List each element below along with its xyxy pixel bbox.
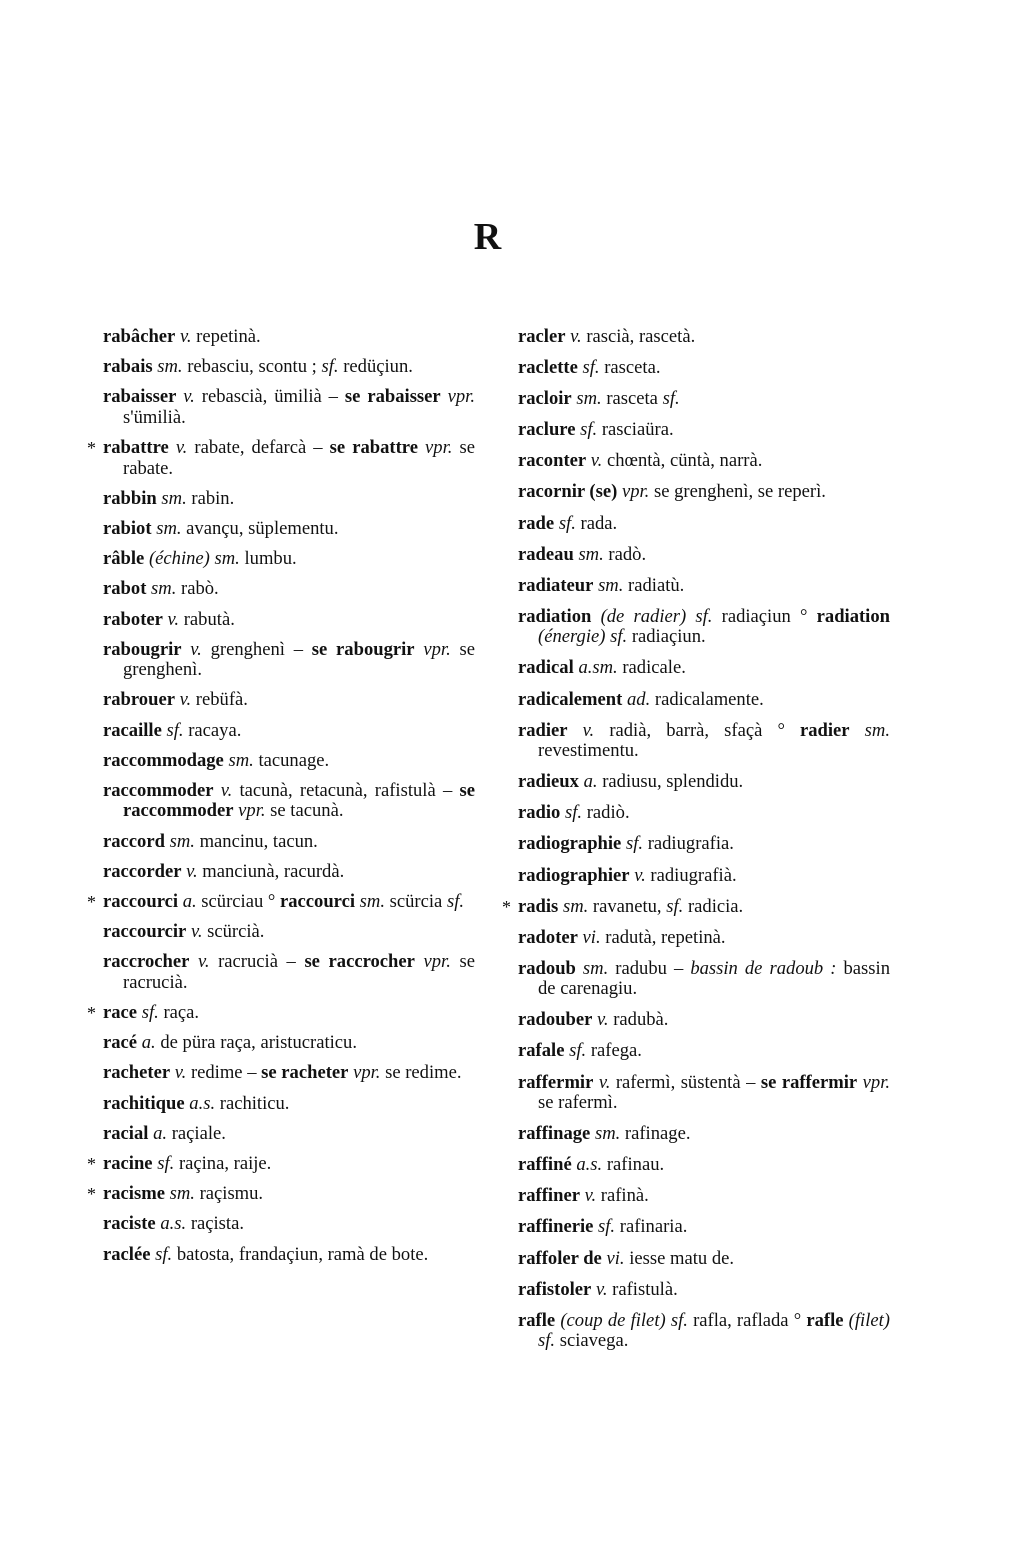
dictionary-entry [103,781,475,822]
grammar-label: sf. [321,356,339,378]
grammar-label: sf. [446,891,465,912]
definition-text: radiugrafià. [650,864,737,886]
headword: raffoler de [518,1247,602,1269]
definition-text: radubu – [615,957,684,979]
definition-text: manciunà, racurdà. [202,860,345,882]
definition-text: rebascià, ümilià – [201,386,338,408]
definition-text: radiaçiun ° [721,605,808,627]
definition-text: se grenghenì. [123,638,475,681]
headword: raffiné [518,1154,572,1176]
definition-text: rafinà. [600,1185,649,1207]
headword: raffiner [518,1185,580,1207]
dictionary-entry [103,579,475,600]
headword: raciste [103,1213,156,1235]
headword: raffermir [518,1071,594,1093]
definition-text: rabò. [181,578,219,600]
dictionary-entry [103,1214,475,1235]
headword: radeau [518,543,574,565]
dictionary-entry [518,514,890,535]
grammar-label: v. [197,951,210,973]
headword: rabiot [103,517,152,539]
dictionary-entry [518,451,890,472]
definition-text: rasciaüra. [601,419,674,441]
definition-text: rebüfà. [195,689,248,711]
headword: raccommodage [103,749,224,771]
grammar-label: sm. [576,388,602,410]
headword: se racheter [261,1062,349,1084]
grammar-label: v. [634,864,646,886]
grammar-label: sf. [155,1243,173,1265]
grammar-label: vi. [582,926,601,948]
dictionary-entry [518,1010,890,1031]
grammar-label: sf. [582,357,600,379]
dictionary-entry [87,891,475,913]
definition-text: rafinaria. [619,1216,688,1238]
headword: se rabattre [329,437,418,459]
definition-text: raça. [163,1002,200,1024]
dictionary-entry [518,1124,890,1145]
headword: racloir [518,388,572,410]
asterisk-marker: * [87,892,96,912]
headword: radier [518,719,568,741]
definition-text: rabutà. [183,608,235,630]
definition-text: rafermì, süstentà – [615,1071,756,1093]
definition-text: rascià, rascetà. [586,326,696,347]
headword: race [103,1002,138,1024]
headword: racaille [103,719,162,741]
grammar-label: vpr. [447,386,475,408]
dictionary-entry [518,1311,890,1352]
definition-text: grenghenì – [210,638,304,660]
definition-text: radubà. [613,1009,669,1031]
dictionary-entry [87,1183,475,1205]
headword: raccord [103,830,165,852]
grammar-label: v. [598,1071,611,1093]
headword: raclette [518,357,578,379]
definition-text: radicia. [687,895,744,917]
left-column [87,326,475,1275]
definition-text: radiusu, splendidu. [602,771,744,793]
headword: raccourci [279,891,356,912]
definition-text: chœntà, cüntà, narrà. [606,450,763,472]
dictionary-entry [518,1186,890,1207]
dictionary-entry [103,549,475,570]
headword: rabais [103,356,153,378]
definition-text: radiugrafia. [647,833,734,855]
dictionary-entry [87,1002,475,1024]
definition-text: se tacunà. [270,800,344,822]
grammar-label: v. [220,779,233,801]
definition-text: rafinau. [606,1154,665,1176]
definition-text: batosta, frandaçiun, ramà de bote. [176,1243,429,1265]
grammar-label: v. [595,1278,608,1300]
grammar-label: sm. [359,891,385,912]
grammar-label: v. [190,921,203,943]
headword: rafle [806,1309,844,1331]
headword: radieux [518,771,579,793]
grammar-label: sm. [598,574,624,596]
definition-text: revestimentu. [538,740,639,762]
definition-text: lumbu. [244,548,297,570]
headword: racler [518,326,566,347]
headword: se rabaisser [344,386,441,408]
headword: rabaisser [103,386,177,408]
dictionary-entry [518,1155,890,1176]
headword: raconter [518,450,587,472]
headword: se raccrocher [304,951,415,973]
definition-text: radiatù. [628,574,685,596]
definition-text: radicale. [622,657,686,679]
definition-text: rafega. [590,1040,642,1062]
headword: raffinerie [518,1216,594,1238]
dictionary-entry [518,607,890,648]
grammar-label: vpr. [621,481,650,503]
definition-text: radutà, repetinà. [605,926,726,948]
grammar-label: sm. [169,830,195,852]
headword: racé [103,1032,138,1054]
grammar-label: sm. [582,957,609,979]
headword: se raffermir [760,1071,858,1093]
grammar-label: a.s. [576,1154,603,1176]
definition-text: radò. [608,543,647,565]
dictionary-entry [103,357,475,378]
grammar-label: v. [174,1062,187,1084]
headword: raccourcir [103,921,187,943]
dictionary-entry [518,1041,890,1062]
grammar-label: sm. [562,895,589,917]
definition-text: redüçiun. [343,356,413,378]
grammar-label: v. [186,860,198,882]
grammar-label: (énergie) sf. [538,626,628,648]
grammar-label: sm. [594,1123,621,1145]
headword: râble [103,548,145,570]
definition-text: scürciau ° [201,891,276,912]
headword: rafale [518,1040,565,1062]
headword: radouber [518,1009,593,1031]
grammar-label: sm. [157,356,183,378]
dictionary-entry [103,1245,475,1266]
right-column [502,326,891,1362]
dictionary-entry [103,751,475,772]
dictionary-entry [518,327,890,348]
grammar-label: sm. [228,749,254,771]
grammar-label: sf. [558,512,576,534]
dictionary-entry [518,803,890,824]
definition-text: radiò. [586,802,630,824]
headword: radiateur [518,574,594,596]
definition-text: radià, barrà, sfaçà ° [609,719,785,741]
definition-text: s'ümilià. [123,406,186,428]
dictionary-entry [87,437,475,479]
grammar-label: sf. [166,719,184,741]
grammar-label: v. [582,719,595,741]
definition-text: tacunage. [258,749,330,771]
headword: raccorder [103,860,182,882]
headword: raffinage [518,1123,591,1145]
headword: racine [103,1153,153,1174]
headword: raclée [103,1243,151,1265]
definition-text: raçiale. [171,1122,226,1144]
headword: radoter [518,926,578,948]
headword: raclure [518,419,576,441]
grammar-label: sf. [565,802,583,824]
grammar-label: bassin de radoub : [690,957,837,979]
definition-text: scürcià. [207,921,265,943]
definition-text: scürcia [389,891,443,912]
grammar-label: sf. [666,895,684,917]
grammar-label: sf. [141,1002,159,1024]
grammar-label: a. [182,891,197,912]
definition-text: rachiticu. [219,1092,290,1114]
dictionary-entry [103,489,475,510]
definition-text: tacunà, retacunà, rafistulà – [239,779,453,801]
grammar-label: v. [190,638,202,660]
definition-text: iesse matu de. [629,1247,735,1269]
headword: rafistoler [518,1278,592,1300]
headword: se rabougrir [311,638,415,660]
dictionary-entry [103,1094,475,1115]
headword: raboter [103,608,163,630]
definition-text: raçina, raije. [178,1153,272,1174]
dictionary-entry [103,721,475,742]
grammar-label: v. [590,450,603,472]
definition-text: mancinu, tacun. [199,830,318,852]
headword: radiation [816,605,890,627]
grammar-label: sm. [169,1183,195,1205]
dictionary-entry [518,928,890,949]
headword: radier [800,719,850,741]
definition-text: rada. [580,512,618,534]
definition-text: raçista. [190,1213,244,1235]
dictionary-entry [518,576,890,597]
headword: raccommoder [103,779,214,801]
definition-text: racrucià – [218,951,296,973]
grammar-label: a. [141,1032,156,1054]
headword: radical [518,657,574,679]
dictionary-entry [518,482,890,503]
page-letter-heading: R [473,216,503,258]
dictionary-entry [502,895,890,918]
headword: radiation [518,605,592,627]
definition-text: se rafermì. [538,1092,618,1114]
dictionary-entry [518,545,890,566]
grammar-label: v. [175,437,188,459]
headword: radis [518,895,559,917]
asterisk-marker: * [502,896,511,917]
definition-text: redime – [190,1062,257,1084]
asterisk-marker: * [87,1003,96,1024]
grammar-label: sf. [625,833,644,855]
grammar-label: a.s. [189,1092,216,1114]
definition-text: rebasciu, scontu ; [187,356,317,378]
definition-text: avançu, süplementu. [186,517,339,539]
dictionary-entry [103,610,475,631]
dictionary-entry [103,519,475,540]
definition-text: se redime. [385,1062,462,1084]
definition-text: rafistulà. [612,1278,678,1300]
definition-text: ravanetu, [592,895,662,917]
definition-text: rabate, defarcà – [194,437,323,459]
definition-text: racaya. [188,719,242,741]
definition-text: rafla, raflada ° [693,1309,802,1331]
definition-text: sciavega. [559,1330,629,1352]
dictionary-entry [518,1280,890,1301]
grammar-label: vpr. [423,638,451,660]
definition-text: raçismu. [199,1183,264,1205]
asterisk-marker: * [87,1184,96,1205]
definition-text: se rabate. [123,437,475,479]
definition-text: rabin. [191,487,235,509]
grammar-label: v. [584,1185,597,1207]
grammar-label: (filet) sf. [538,1309,890,1352]
dictionary-entry [103,387,475,428]
headword: rafle [518,1309,556,1331]
dictionary-entry [518,420,890,441]
grammar-label: vpr. [862,1071,891,1093]
dictionary-entry [518,358,890,379]
dictionary-entry [518,658,890,679]
headword: rade [518,512,555,534]
grammar-label: (coup de filet) sf. [560,1309,688,1331]
definition-text: radiaçiun. [631,626,706,648]
grammar-label: v. [179,326,192,347]
grammar-label: vpr. [425,437,453,459]
grammar-label: a.sm. [578,657,618,679]
grammar-label: a. [153,1122,168,1144]
grammar-label: sf. [598,1216,616,1238]
dictionary-entry [103,327,475,348]
dictionary-entry [103,1033,475,1054]
headword: rabrouer [103,689,175,711]
headword: rabattre [103,437,169,459]
dictionary-entry [103,832,475,853]
grammar-label: (de radier) sf. [600,605,713,627]
definition-text: rasceta [606,388,658,410]
grammar-label: vi. [606,1247,625,1269]
dictionary-entry [103,690,475,711]
dictionary-entry [103,922,475,943]
dictionary-entry [518,834,890,855]
definition-text: se grenghenì, se reperì. [653,481,826,503]
headword: rabougrir [103,638,182,660]
headword: rachitique [103,1092,185,1114]
definition-text: bassin de carenagiu. [538,957,890,1000]
grammar-label: ad. [626,688,651,710]
dictionary-entry [103,862,475,883]
headword: radicalement [518,688,623,710]
grammar-label: sm. [161,487,187,509]
headword: se raccommoder [123,779,475,822]
dictionary-entry [518,721,890,762]
definition-text: rasceta. [604,357,661,379]
grammar-label: vpr. [423,951,451,973]
dictionary-entry [518,1073,890,1114]
grammar-label: sm. [151,578,177,600]
headword: radiographier [518,864,630,886]
grammar-label: v. [179,689,192,711]
grammar-label: a.s. [160,1213,187,1235]
grammar-label: sm. [156,517,182,539]
asterisk-marker: * [87,438,96,459]
headword: racisme [103,1183,165,1205]
headword: radiographie [518,833,622,855]
dictionary-entry [518,690,890,711]
definition-text: radicalamente. [654,688,764,710]
grammar-label: v. [597,1009,609,1031]
grammar-label: sm. [864,719,890,741]
grammar-label: sf. [157,1153,175,1174]
grammar-label: v. [167,608,180,630]
headword: rabâcher [103,326,176,347]
headword: racornir (se) [518,481,618,503]
dictionary-entry [518,959,890,1000]
headword: rabbin [103,487,157,509]
dictionary-entry [518,772,890,793]
grammar-label: vpr. [238,800,266,822]
definition-text: de püra raça, aristucraticu. [160,1032,357,1054]
grammar-label: sf. [580,419,598,441]
headword: racial [103,1122,149,1144]
grammar-label: sf. [569,1040,587,1062]
dictionary-entry [518,1217,890,1238]
grammar-label: a. [583,771,598,793]
grammar-label: vpr. [353,1062,381,1084]
grammar-label: (échine) sm. [148,548,240,570]
grammar-label: sm. [578,543,604,565]
dictionary-entry [518,866,890,887]
definition-text: rafinage. [624,1123,691,1145]
grammar-label: v. [570,326,582,347]
headword: racheter [103,1062,171,1084]
dictionary-entry [87,1153,475,1175]
dictionary-entry [103,952,475,993]
dictionary-entry [518,1249,890,1270]
dictionary-entry [518,389,890,410]
definition-text: se racrucià. [123,951,475,993]
headword: radoub [518,957,576,979]
dictionary-entry [103,1063,475,1084]
dictionary-entry [103,1124,475,1145]
asterisk-marker: * [87,1154,96,1174]
definition-text: repetinà. [196,326,261,347]
headword: radio [518,802,561,824]
headword: rabot [103,578,147,600]
headword: raccrocher [103,951,190,973]
dictionary-entry [103,640,475,681]
grammar-label: v. [183,386,195,408]
headword: raccourci [103,891,179,912]
grammar-label: sf. [662,388,680,410]
